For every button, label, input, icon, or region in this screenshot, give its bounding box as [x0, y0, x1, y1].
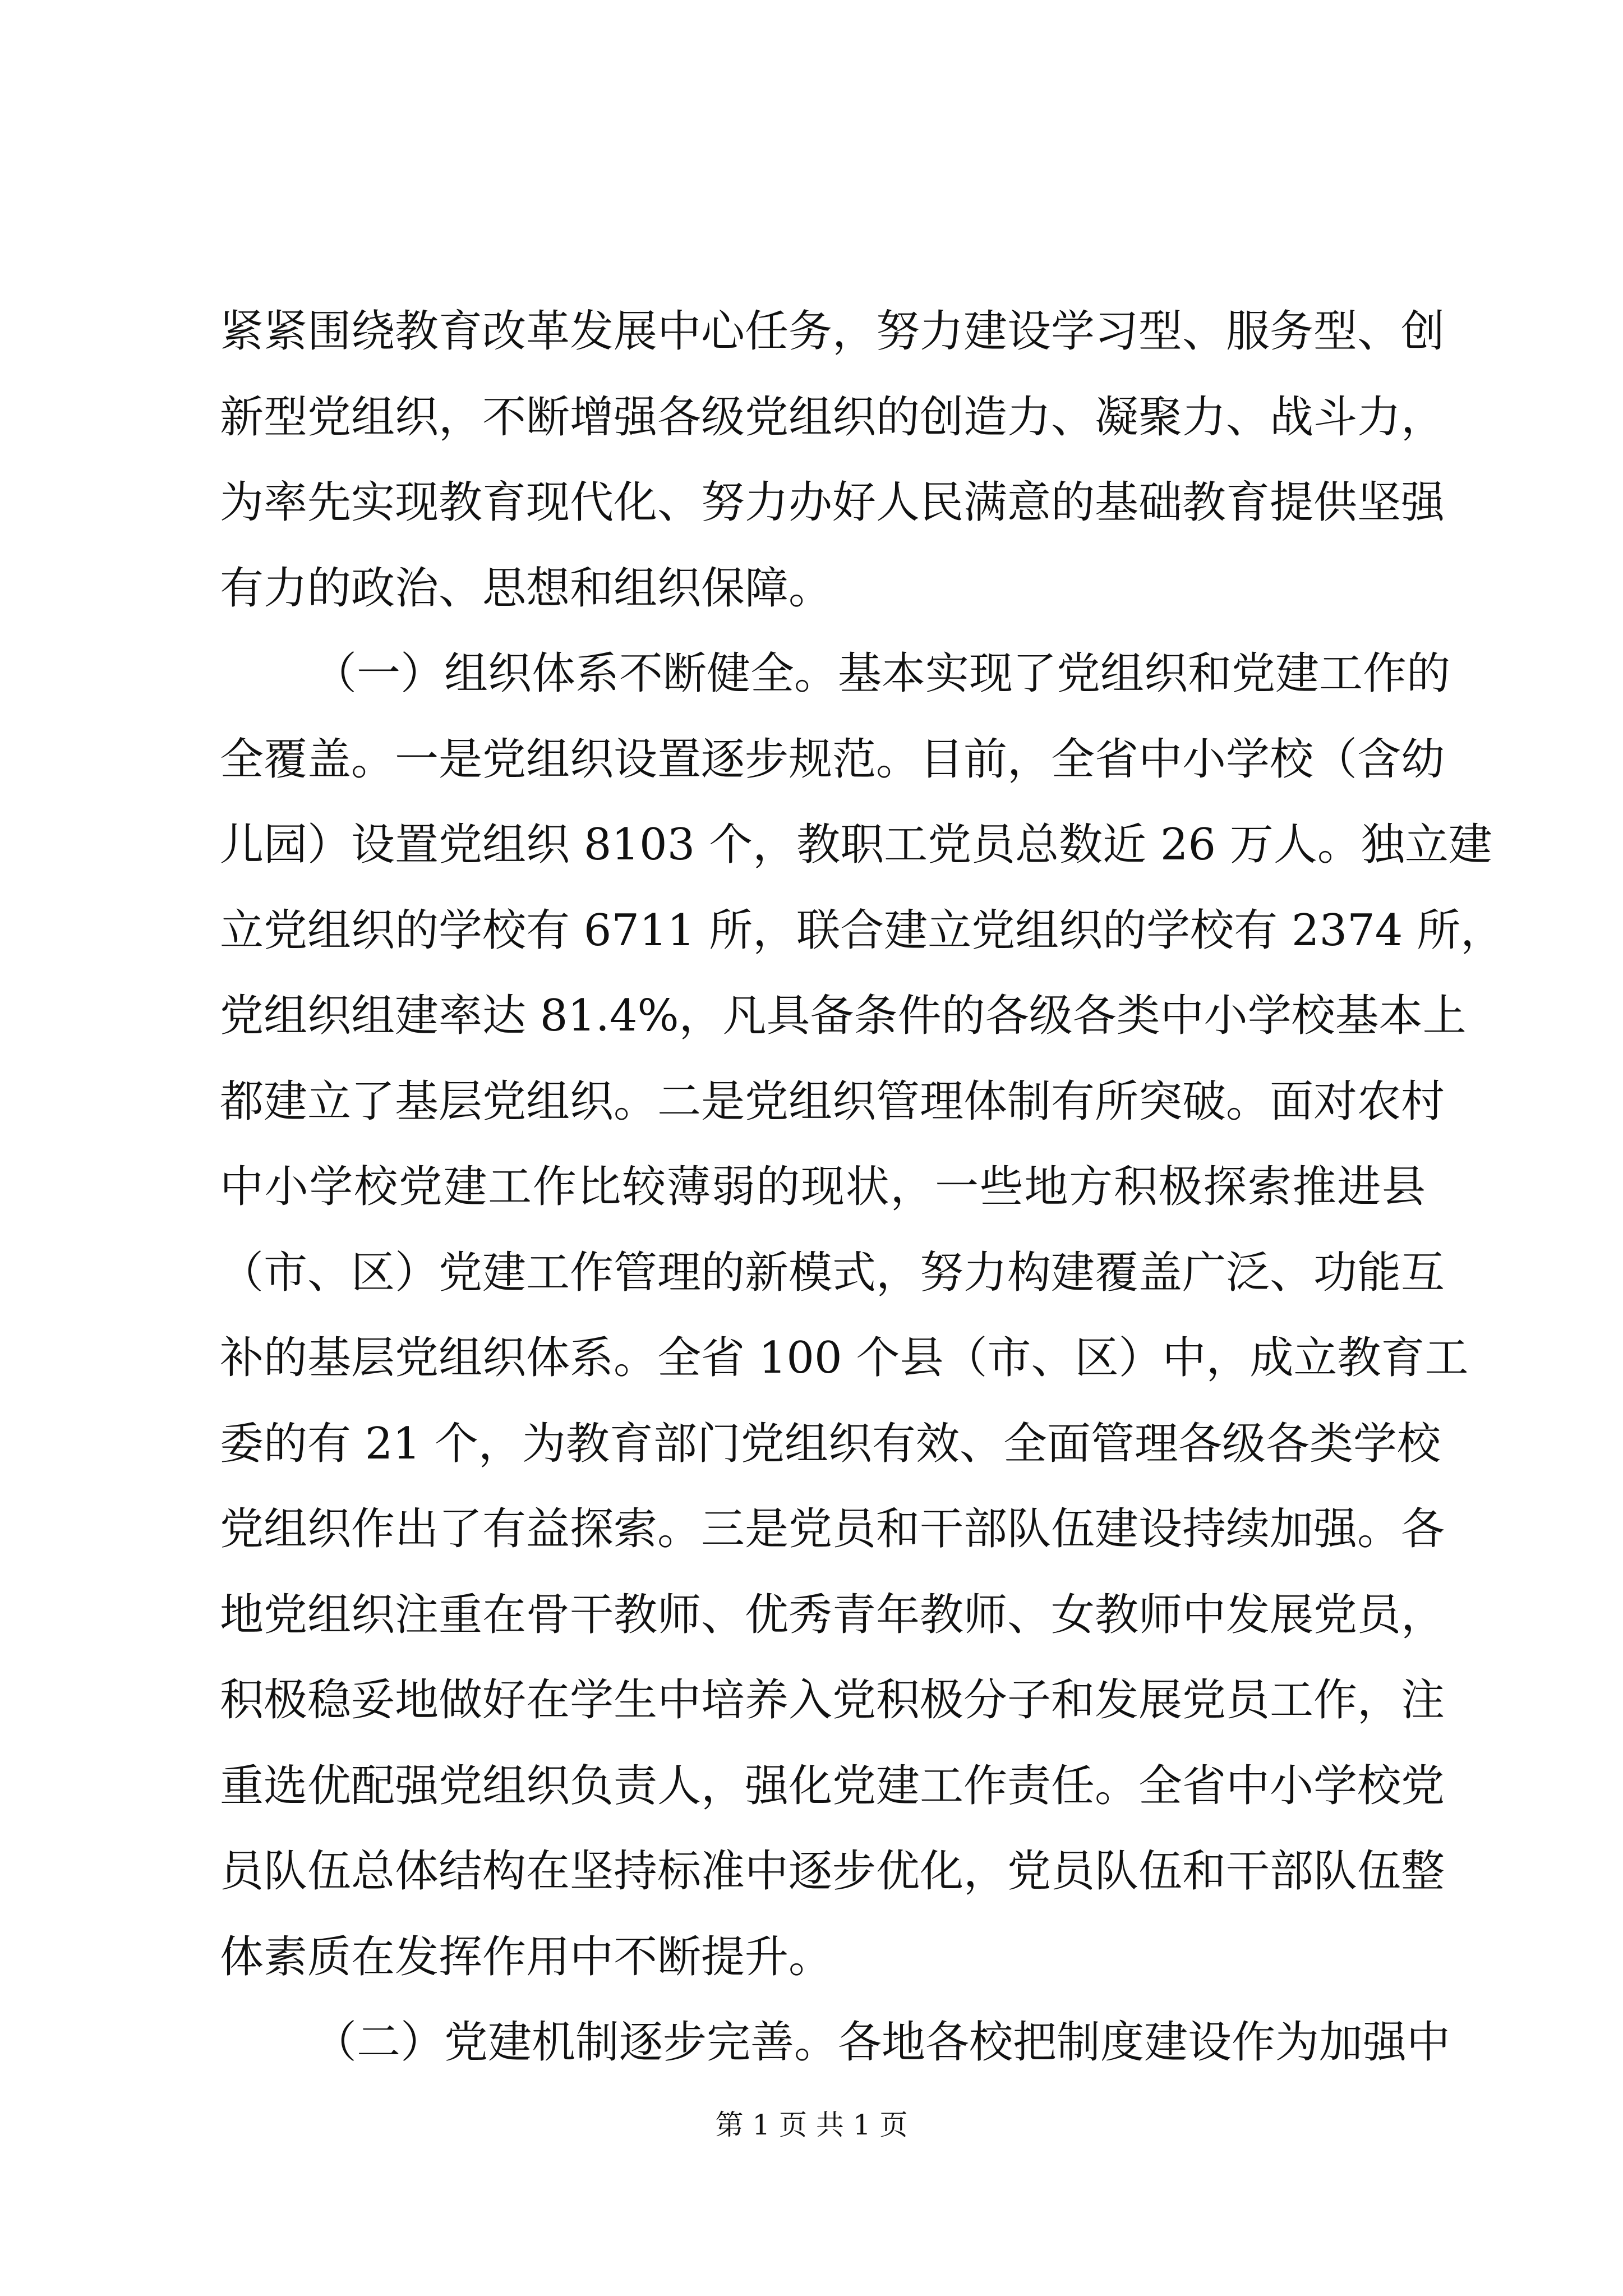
body-text — [220, 289, 1505, 2086]
paragraph-first-line: （一）组织体系不断健全。基本实现了党组织和党建工作的 — [313, 648, 1451, 699]
text-line: 中小学校党建工作比较薄弱的现状，一些地方积极探索推进县 — [220, 1162, 1426, 1212]
paragraph-first-line: （二）党建机制逐步完善。各地各校把制度建设作为加强中 — [313, 2017, 1451, 2068]
text-line: 补的基层党组织体系。全省 100 个县（市、区）中，成立教育工 — [220, 1333, 1469, 1383]
text-line: 为率先实现教育现代化、努力办好人民满意的基础教育提供坚强 — [220, 477, 1445, 528]
text-line: 体素质在发挥作用中不断提升。 — [220, 1931, 833, 1982]
text-line: 委的有 21 个，为教育部门党组织有效、全面管理各级各类学校 — [220, 1418, 1441, 1469]
text-line: 新型党组织，不断增强各级党组织的创造力、凝聚力、战斗力， — [220, 392, 1445, 443]
text-line: 党组织作出了有益探索。三是党员和干部队伍建设持续加强。各 — [220, 1504, 1445, 1554]
text-line: 积极稳妥地做好在学生中培养入党积极分子和发展党员工作，注 — [220, 1675, 1445, 1726]
text-line: 全覆盖。一是党组织设置逐步规范。目前，全省中小学校（含幼 — [220, 734, 1445, 785]
text-line: 党组织组建率达 81.4%，凡具备条件的各级各类中小学校基本上 — [220, 991, 1467, 1041]
text-line: 重选优配强党组织负责人，强化党建工作责任。全省中小学校党 — [220, 1760, 1445, 1811]
page-footer: 第 1 页 共 1 页 — [715, 2109, 908, 2141]
text-line: 地党组织注重在骨干教师、优秀青年教师、女教师中发展党员， — [220, 1589, 1445, 1640]
text-line: 都建立了基层党组织。二是党组织管理体制有所突破。面对农村 — [220, 1076, 1445, 1127]
text-line: 紧紧围绕教育改革发展中心任务，努力建设学习型、服务型、创 — [220, 306, 1445, 357]
text-line: 有力的政治、思想和组织保障。 — [220, 563, 833, 614]
text-line: 立党组织的学校有 6711 所，联合建立党组织的学校有 2374 所， — [220, 905, 1505, 956]
text-line: 儿园）设置党组织 8103 个，教职工党员总数近 26 万人。独立建 — [220, 820, 1492, 870]
text-line: （市、区）党建工作管理的新模式，努力构建覆盖广泛、功能互 — [220, 1247, 1445, 1298]
text-line: 员队伍总体结构在坚持标准中逐步优化，党员队伍和干部队伍整 — [220, 1846, 1445, 1897]
